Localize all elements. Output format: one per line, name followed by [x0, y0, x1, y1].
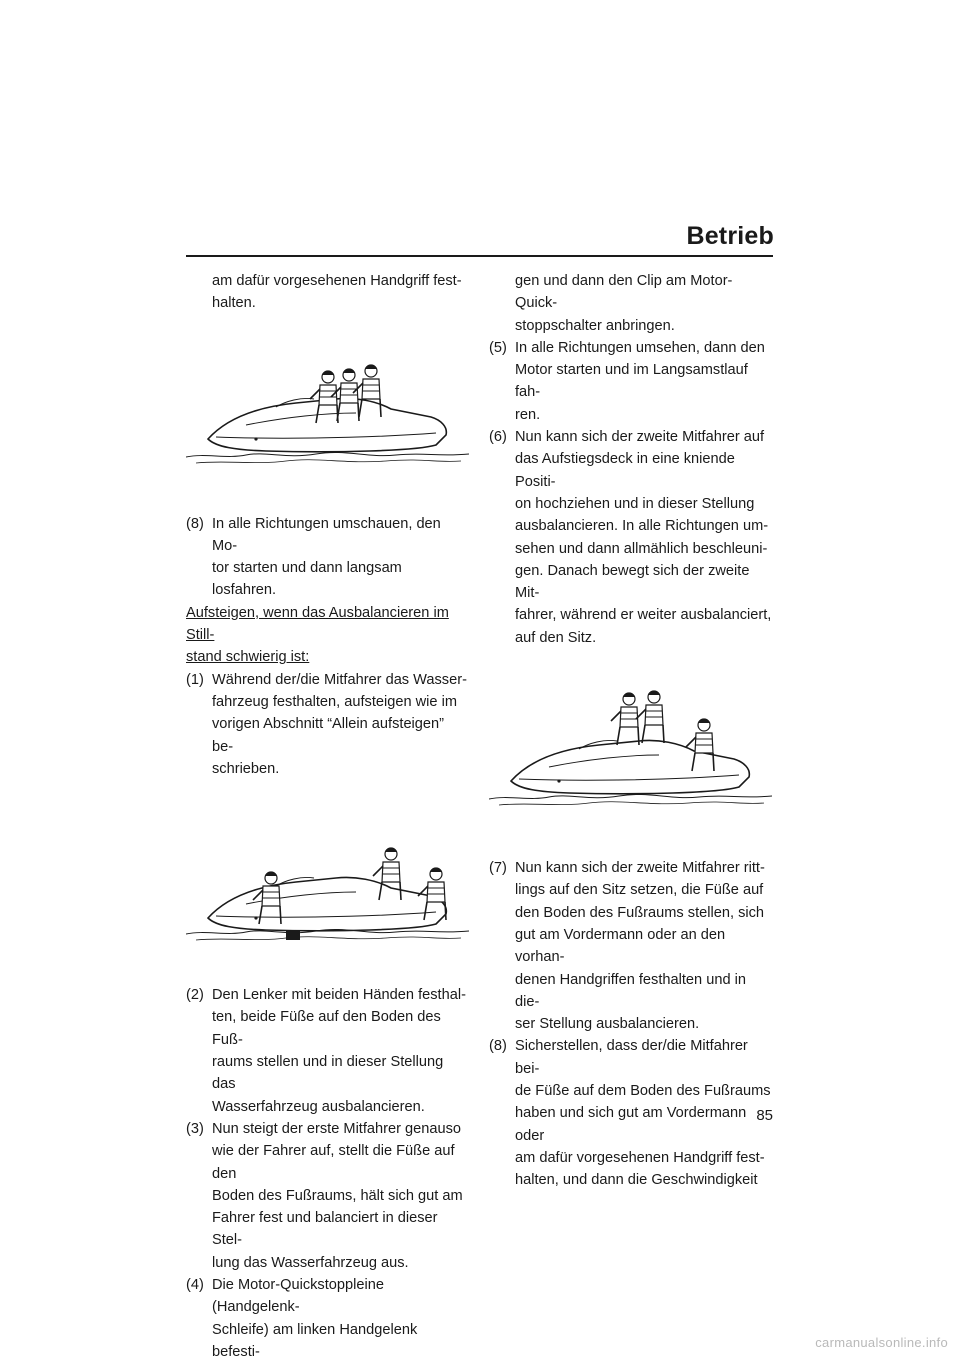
step-5: (5) In alle Richtungen umsehen, dann den Motor starten und im Langsamstlauf fah- ren.: [489, 339, 765, 423]
illustration-three-riders: [186, 327, 469, 477]
step-8-right: (8) Sicherstellen, dass der/die Mitfahrer bei- de Füße auf dem Boden des Fußraums haben und sich gut am Vordermann oder am dafür vorgesehenen Handgriff fest- halten, und dann die Geschwindigkeit: [489, 1038, 771, 1189]
right-column: [489, 270, 772, 1192]
illustration-second-passenger-boarding: [489, 679, 772, 819]
step-8: (8) In alle Richtungen umschauen, den Mo- tor starten und dann langsam losfahren.: [186, 515, 441, 599]
continued-paragraph: am dafür vorgesehenen Handgriff fest- halten.: [212, 273, 462, 312]
step-3: (3) Nun steigt der erste Mitfahrer genauso wie der Fahrer auf, stellt die Füße auf den Boden des Fußraums, hält sich gut am Fahrer fest und balanciert in dieser Stel- lung das Wasserfahrzeug aus.: [186, 1120, 463, 1271]
continued-paragraph-right: gen und dann den Clip am Motor-Quick- stoppschalter anbringen.: [515, 273, 733, 334]
step-2: (2) Den Lenker mit beiden Händen festhal- ten, beide Füße auf den Boden des Fuß- raums stellen und in dieser Stellung das Wasserfahrzeug ausbalancieren.: [186, 987, 466, 1115]
step-7: (7) Nun kann sich der zweite Mitfahrer ritt- lings auf den Sitz setzen, die Füße auf den Boden des Fußraums stellen, sich gut am Vordermann oder an den vorhan- denen Handgriffen festhalten und in die- ser Stellung ausbalancieren.: [489, 860, 765, 1033]
step-1: (1) Während der/die Mitfahrer das Wasser- fahrzeug festhalten, aufsteigen wie im vorigen Abschnitt “Allein aufsteigen” be- schrieben.: [186, 671, 467, 777]
step-6: (6) Nun kann sich der zweite Mitfahrer auf das Aufstiegsdeck in eine kniende Positi- on hochziehen und in dieser Stellung ausbalancieren. In alle Richtungen um- sehen und dann allmählich beschleuni- gen. Danach bewegt sich der zweite Mit- fahrer, während er weiter ausbalanciert, auf den Sitz.: [489, 429, 772, 646]
watermark: carmanualsonline.info: [815, 1335, 948, 1350]
header-rule: [186, 255, 773, 257]
illustration-boarding-from-water: [186, 826, 469, 961]
left-column: [186, 270, 469, 1363]
section-subheading: Aufsteigen, wenn das Ausbalancieren im Still- stand schwierig ist:: [186, 604, 449, 666]
page-title: Betrieb: [686, 222, 774, 250]
page-number: 85: [756, 1107, 773, 1124]
step-4: (4) Die Motor-Quickstoppleine (Handgelenk- Schleife) am linken Handgelenk befesti-: [186, 1277, 418, 1360]
